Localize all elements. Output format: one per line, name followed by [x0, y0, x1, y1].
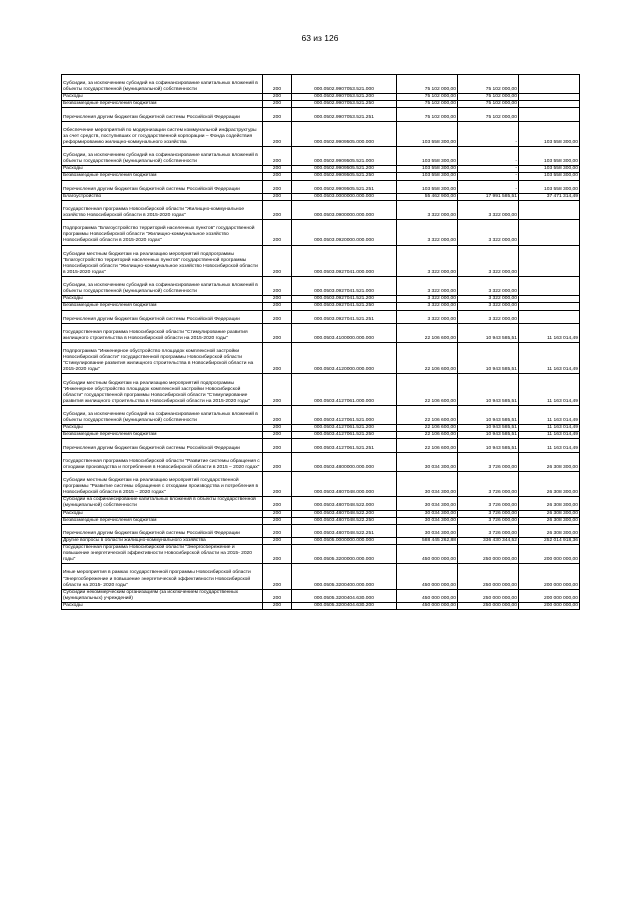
line-code-cell: 200	[263, 245, 292, 277]
unexecuted-amount-cell: 103 558 300,00	[519, 147, 580, 166]
budget-classification-code-cell: 000.0503.4127061.521.251	[292, 439, 397, 452]
approved-amount-cell: 22 106 600,00	[397, 432, 458, 439]
approved-amount-cell: 75 102 000,00	[397, 94, 458, 101]
budget-classification-code-cell: 000.0505.3200404.630.200	[292, 602, 397, 609]
unexecuted-amount-cell	[519, 108, 580, 121]
item-name-cell: Субсидии местным бюджетам на реализацию мероприятий подпрограммы "Благоустройство территорий населенных пунктов" государственной программы Новосибирской области "Жилищно-коммунальное хозяйство Новосибирской области в 2015-2020 годах"	[62, 245, 263, 277]
table-row	[62, 564, 580, 589]
item-name-cell: Субсидии на софинансирование капитальных вложений в объекты государственной (муниципальной) собственности	[62, 497, 263, 510]
budget-classification-code-cell: 000.0503.4100000.000.000	[292, 323, 397, 342]
approved-amount-cell: 450 000 000,00	[397, 545, 458, 564]
page-number: 63 из 126	[301, 33, 339, 43]
executed-amount-cell: 3 726 000,00	[458, 452, 519, 471]
executed-amount-cell: 75 102 000,00	[458, 108, 519, 121]
executed-amount-cell: 75 102 000,00	[458, 101, 519, 108]
unexecuted-amount-cell: 26 308 300,00	[519, 524, 580, 537]
budget-classification-code-cell: 000.0503.4807048.522.000	[292, 497, 397, 510]
approved-amount-cell: 3 322 000,00	[397, 220, 458, 245]
approved-amount-cell: 75 102 000,00	[397, 108, 458, 121]
unexecuted-amount-cell: 37 471 314,49	[519, 193, 580, 200]
table-row	[62, 310, 580, 323]
item-name-cell: Расходы	[62, 510, 263, 517]
item-name-cell: Безвозмездные перечисления бюджетам	[62, 432, 263, 439]
line-code-cell: 200	[263, 545, 292, 564]
line-code-cell: 200	[263, 497, 292, 510]
line-code-cell: 200	[263, 439, 292, 452]
approved-amount-cell: 3 322 000,00	[397, 303, 458, 310]
unexecuted-amount-cell	[519, 101, 580, 108]
approved-amount-cell: 450 000 000,00	[397, 564, 458, 589]
unexecuted-amount-cell: 200 000 000,00	[519, 545, 580, 564]
unexecuted-amount-cell	[519, 94, 580, 101]
table-row	[62, 166, 580, 173]
budget-classification-code-cell: 000.0502.9909505.521.000	[292, 147, 397, 166]
line-code-cell: 200	[263, 173, 292, 180]
approved-amount-cell: 30 034 300,00	[397, 497, 458, 510]
executed-amount-cell: 10 943 585,51	[458, 342, 519, 374]
budget-classification-code-cell: 000.0503.0927041.521.200	[292, 296, 397, 303]
item-name-cell: Обеспечение мероприятий по модернизации систем коммунальной инфраструктуры за счет средств, поступивших от государственной корпорации – Фонда содействия реформированию жилищно-коммунального хозяйства	[62, 121, 263, 146]
table-row	[62, 405, 580, 424]
unexecuted-amount-cell	[519, 296, 580, 303]
unexecuted-amount-cell: 11 163 014,49	[519, 405, 580, 424]
budget-classification-code-cell: 000.0503.0900000.000.000	[292, 200, 397, 219]
executed-amount-cell: -	[458, 173, 519, 180]
unexecuted-amount-cell	[519, 303, 580, 310]
line-code-cell: 200	[263, 277, 292, 296]
line-code-cell: 200	[263, 517, 292, 524]
line-code-cell: 200	[263, 405, 292, 424]
executed-amount-cell: -	[458, 147, 519, 166]
table-row	[62, 524, 580, 537]
line-code-cell: 200	[263, 200, 292, 219]
budget-classification-code-cell: 000.0502.9907053.521.000	[292, 75, 397, 94]
executed-amount-cell: 336 430 344,52	[458, 537, 519, 544]
executed-amount-cell: 3 322 000,00	[458, 310, 519, 323]
budget-classification-code-cell: 000.0503.4807048.522.200	[292, 510, 397, 517]
unexecuted-amount-cell: 11 163 014,49	[519, 425, 580, 432]
approved-amount-cell: 30 034 300,00	[397, 517, 458, 524]
table-row	[62, 589, 580, 602]
line-code-cell: 200	[263, 121, 292, 146]
budget-classification-code-cell: 000.0502.9909505.521.251	[292, 180, 397, 193]
unexecuted-amount-cell: 200 000 000,00	[519, 564, 580, 589]
table-row	[62, 121, 580, 146]
unexecuted-amount-cell: 252 014 918,36	[519, 537, 580, 544]
unexecuted-amount-cell: 103 558 300,00	[519, 166, 580, 173]
line-code-cell: 200	[263, 180, 292, 193]
unexecuted-amount-cell: 11 163 014,49	[519, 323, 580, 342]
unexecuted-amount-cell	[519, 220, 580, 245]
budget-classification-code-cell: 000.0502.9907053.521.250	[292, 101, 397, 108]
line-code-cell: 200	[263, 166, 292, 173]
executed-amount-cell: 250 000 000,00	[458, 564, 519, 589]
budget-classification-code-cell: 000.0503.0920000.000.000	[292, 220, 397, 245]
approved-amount-cell: 22 106 600,00	[397, 439, 458, 452]
item-name-cell: Субсидии, за исключением субсидий на софинансирование капитальных вложений в объекты государственной (муниципальной) собственности	[62, 147, 263, 166]
approved-amount-cell: 103 558 300,00	[397, 173, 458, 180]
unexecuted-amount-cell	[519, 310, 580, 323]
approved-amount-cell: 450 000 000,00	[397, 602, 458, 609]
budget-classification-code-cell: 000.0505.3200000.000.000	[292, 545, 397, 564]
budget-classification-code-cell: 000.0505.0000000.000.000	[292, 537, 397, 544]
executed-amount-cell: 250 000 000,00	[458, 589, 519, 602]
item-name-cell: Государственная программа Новосибирской области "Развитие системы обращения с отходами производства и потребления в Новосибирской области в 2015 – 2020 годах"	[62, 452, 263, 471]
budget-classification-code-cell: 000.0502.9909505.521.250	[292, 173, 397, 180]
executed-amount-cell: 3 322 000,00	[458, 220, 519, 245]
table-row	[62, 101, 580, 108]
executed-amount-cell: -	[458, 180, 519, 193]
executed-amount-cell: 3 322 000,00	[458, 245, 519, 277]
executed-amount-cell: 3 726 000,00	[458, 517, 519, 524]
budget-classification-code-cell: 000.0505.3200400.000.000	[292, 564, 397, 589]
line-code-cell: 200	[263, 108, 292, 121]
executed-amount-cell: 75 102 000,00	[458, 75, 519, 94]
executed-amount-cell: 3 322 000,00	[458, 303, 519, 310]
approved-amount-cell: 30 034 300,00	[397, 510, 458, 517]
executed-amount-cell: 250 000 000,00	[458, 602, 519, 609]
item-name-cell: Расходы	[62, 94, 263, 101]
line-code-cell: 200	[263, 537, 292, 544]
table-row	[62, 108, 580, 121]
approved-amount-cell: 22 106 600,00	[397, 342, 458, 374]
table-row	[62, 220, 580, 245]
approved-amount-cell: 3 322 000,00	[397, 296, 458, 303]
executed-amount-cell: 75 102 000,00	[458, 94, 519, 101]
approved-amount-cell: 30 034 300,00	[397, 471, 458, 496]
line-code-cell: 200	[263, 147, 292, 166]
table-row	[62, 94, 580, 101]
item-name-cell: Подпрограмма "Благоустройство территорий населенных пунктов" государственной программы Новосибирской области "Жилищно-коммунальное хозяйство Новосибирской области в 2015-2020 годах"	[62, 220, 263, 245]
item-name-cell: Безвозмездные перечисления бюджетам	[62, 303, 263, 310]
approved-amount-cell: 588 445 262,88	[397, 537, 458, 544]
table-row	[62, 173, 580, 180]
budget-classification-code-cell: 000.0503.4800000.000.000	[292, 452, 397, 471]
budget-classification-code-cell: 000.0503.0927041.521.251	[292, 310, 397, 323]
item-name-cell: Субсидии, за исключением субсидий на софинансирование капитальных вложений в объекты государственной (муниципальной) собственности	[62, 75, 263, 94]
budget-classification-code-cell: 000.0503.4127061.000.000	[292, 374, 397, 406]
line-code-cell: 200	[263, 220, 292, 245]
line-code-cell: 200	[263, 524, 292, 537]
item-name-cell: Подпрограмма "Инженерное обустройство площадок комплексной застройки Новосибирской области" государственной программы Новосибирской области "Стимулирование развития жилищного строительства в Новосибирской области на 2015-2020 годы"	[62, 342, 263, 374]
unexecuted-amount-cell	[519, 277, 580, 296]
table-row	[62, 180, 580, 193]
line-code-cell: 200	[263, 564, 292, 589]
item-name-cell: Субсидии, за исключением субсидий на софинансирование капитальных вложений в объекты государственной (муниципальной) собственности	[62, 277, 263, 296]
item-name-cell: Перечисления другим бюджетам бюджетной системы Российской Федерации	[62, 180, 263, 193]
line-code-cell: 200	[263, 94, 292, 101]
approved-amount-cell: 22 106 600,00	[397, 374, 458, 406]
table-row	[62, 471, 580, 496]
budget-classification-code-cell: 000.0503.4127061.521.000	[292, 405, 397, 424]
line-code-cell: 200	[263, 310, 292, 323]
unexecuted-amount-cell	[519, 245, 580, 277]
table-row	[62, 200, 580, 219]
table-row	[62, 545, 580, 564]
executed-amount-cell: 3 726 000,00	[458, 497, 519, 510]
line-code-cell: 200	[263, 602, 292, 609]
line-code-cell: 200	[263, 101, 292, 108]
unexecuted-amount-cell: 11 163 014,49	[519, 439, 580, 452]
unexecuted-amount-cell	[519, 75, 580, 94]
item-name-cell: Государственная программа Новосибирской области "Стимулирование развития жилищного строительства в Новосибирской области на 2015-2020 годы"	[62, 323, 263, 342]
unexecuted-amount-cell: 11 163 014,49	[519, 342, 580, 374]
executed-amount-cell: 10 943 585,51	[458, 432, 519, 439]
unexecuted-amount-cell: 26 308 300,00	[519, 452, 580, 471]
approved-amount-cell: 75 102 000,00	[397, 75, 458, 94]
unexecuted-amount-cell: 103 558 300,00	[519, 173, 580, 180]
item-name-cell: Субсидии, за исключением субсидий на софинансирование капитальных вложений в объекты государственной (муниципальной) собственности	[62, 405, 263, 424]
approved-amount-cell: 103 558 300,00	[397, 121, 458, 146]
table-row	[62, 147, 580, 166]
item-name-cell: Иные мероприятия в рамках государственной программы Новосибирской области "Энергосбережение и повышение энергетической эффективности Новосибирской области на 2015- 2020 годы"	[62, 564, 263, 589]
executed-amount-cell: -	[458, 121, 519, 146]
item-name-cell: Благоустройство	[62, 193, 263, 200]
budget-classification-code-cell: 000.0502.9909505.000.000	[292, 121, 397, 146]
item-name-cell: Перечисления другим бюджетам бюджетной системы Российской Федерации	[62, 310, 263, 323]
approved-amount-cell: 30 034 300,00	[397, 524, 458, 537]
unexecuted-amount-cell: 11 163 014,49	[519, 374, 580, 406]
approved-amount-cell: 3 322 000,00	[397, 277, 458, 296]
table-row	[62, 342, 580, 374]
approved-amount-cell: 55 462 900,00	[397, 193, 458, 200]
unexecuted-amount-cell: 103 558 300,00	[519, 121, 580, 146]
approved-amount-cell: 103 558 300,00	[397, 166, 458, 173]
approved-amount-cell: 3 322 000,00	[397, 310, 458, 323]
budget-classification-code-cell: 000.0502.9907053.521.251	[292, 108, 397, 121]
budget-classification-code-cell: 000.0503.4127061.521.200	[292, 425, 397, 432]
table-row	[62, 323, 580, 342]
line-code-cell: 200	[263, 510, 292, 517]
table-row	[62, 296, 580, 303]
executed-amount-cell: 3 726 000,00	[458, 510, 519, 517]
budget-classification-code-cell: 000.0503.4807048.522.251	[292, 524, 397, 537]
unexecuted-amount-cell: 26 308 300,00	[519, 471, 580, 496]
approved-amount-cell: 450 000 000,00	[397, 589, 458, 602]
line-code-cell: 200	[263, 452, 292, 471]
item-name-cell: Перечисления другим бюджетам бюджетной системы Российской Федерации	[62, 524, 263, 537]
item-name-cell: Другие вопросы в области жилищно-коммунального хозяйства	[62, 537, 263, 544]
unexecuted-amount-cell: 11 163 014,49	[519, 432, 580, 439]
approved-amount-cell: 3 322 000,00	[397, 245, 458, 277]
table-row	[62, 497, 580, 510]
line-code-cell: 200	[263, 374, 292, 406]
approved-amount-cell: 103 558 300,00	[397, 147, 458, 166]
unexecuted-amount-cell: 26 308 300,00	[519, 510, 580, 517]
executed-amount-cell: 10 943 585,51	[458, 425, 519, 432]
line-code-cell: 200	[263, 342, 292, 374]
unexecuted-amount-cell	[519, 200, 580, 219]
item-name-cell: Государственная программа Новосибирской области "Жилищно-коммунальное хозяйство Новосибирской области в 2015-2020 годах"	[62, 200, 263, 219]
item-name-cell: Расходы	[62, 296, 263, 303]
item-name-cell: Государственная программа Новосибирской области "Энергосбережение и повышение энергетической эффективности Новосибирской области на 2015- 2020 годы"	[62, 545, 263, 564]
line-code-cell: 200	[263, 425, 292, 432]
executed-amount-cell: 3 726 000,00	[458, 471, 519, 496]
item-name-cell: Безвозмездные перечисления бюджетам	[62, 101, 263, 108]
budget-classification-code-cell: 000.0503.4120000.000.000	[292, 342, 397, 374]
line-code-cell: 200	[263, 323, 292, 342]
line-code-cell: 200	[263, 75, 292, 94]
table-row	[62, 432, 580, 439]
unexecuted-amount-cell: 26 308 300,00	[519, 497, 580, 510]
executed-amount-cell: 3 322 000,00	[458, 200, 519, 219]
item-name-cell: Безвозмездные перечисления бюджетам	[62, 517, 263, 524]
line-code-cell: 200	[263, 193, 292, 200]
approved-amount-cell: 22 106 600,00	[397, 405, 458, 424]
table-row	[62, 75, 580, 94]
executed-amount-cell: 10 943 585,51	[458, 323, 519, 342]
table-row	[62, 193, 580, 200]
unexecuted-amount-cell: 200 000 000,00	[519, 602, 580, 609]
approved-amount-cell: 75 102 000,00	[397, 101, 458, 108]
table-row	[62, 425, 580, 432]
budget-classification-code-cell: 000.0503.0927041.000.000	[292, 245, 397, 277]
table-row	[62, 374, 580, 406]
line-code-cell: 200	[263, 589, 292, 602]
budget-classification-code-cell: 000.0502.9907053.521.200	[292, 94, 397, 101]
budget-classification-code-cell: 000.0505.3200404.630.000	[292, 589, 397, 602]
table-row	[62, 517, 580, 524]
item-name-cell: Расходы	[62, 602, 263, 609]
executed-amount-cell: 10 943 585,51	[458, 405, 519, 424]
budget-classification-code-cell: 000.0503.0000000.000.000	[292, 193, 397, 200]
budget-classification-code-cell: 000.0503.4807048.000.000	[292, 471, 397, 496]
item-name-cell: Субсидии местным бюджетам на реализацию мероприятий подпрограммы "Инженерное обустройство площадок комплексной застройки Новосибирской области" государственной программы Новосибирской области "Стимулирование развития жилищного строительства в Новосибирской области на 2015-2020 годы"	[62, 374, 263, 406]
budget-execution-table	[61, 74, 580, 610]
item-name-cell: Перечисления другим бюджетам бюджетной системы Российской Федерации	[62, 108, 263, 121]
approved-amount-cell: 30 034 300,00	[397, 452, 458, 471]
item-name-cell: Безвозмездные перечисления бюджетам	[62, 173, 263, 180]
item-name-cell: Расходы	[62, 425, 263, 432]
executed-amount-cell: 250 000 000,00	[458, 545, 519, 564]
table-row	[62, 439, 580, 452]
executed-amount-cell: 3 322 000,00	[458, 296, 519, 303]
item-name-cell: Субсидии некоммерческим организациям (за исключением государственных (муниципальных) учреждений)	[62, 589, 263, 602]
unexecuted-amount-cell: 103 558 300,00	[519, 180, 580, 193]
budget-classification-code-cell: 000.0503.0927041.521.250	[292, 303, 397, 310]
line-code-cell: 200	[263, 303, 292, 310]
budget-classification-code-cell: 000.0502.9909505.521.200	[292, 166, 397, 173]
executed-amount-cell: 3 726 000,00	[458, 524, 519, 537]
table-row	[62, 303, 580, 310]
table-row	[62, 602, 580, 609]
item-name-cell: Субсидии местным бюджетам на реализацию мероприятий государственной программы "Развитие системы обращения с отходами производства и потребления в Новосибирской области в 2015 – 2020 годах"	[62, 471, 263, 496]
approved-amount-cell: 22 106 600,00	[397, 425, 458, 432]
table-row	[62, 245, 580, 277]
unexecuted-amount-cell: 200 000 000,00	[519, 589, 580, 602]
executed-amount-cell: 17 991 585,51	[458, 193, 519, 200]
budget-classification-code-cell: 000.0503.0927041.521.000	[292, 277, 397, 296]
executed-amount-cell: 3 322 000,00	[458, 277, 519, 296]
approved-amount-cell: 103 558 300,00	[397, 180, 458, 193]
executed-amount-cell: -	[458, 166, 519, 173]
item-name-cell: Расходы	[62, 166, 263, 173]
line-code-cell: 200	[263, 296, 292, 303]
unexecuted-amount-cell: 26 308 300,00	[519, 517, 580, 524]
executed-amount-cell: 10 943 585,51	[458, 374, 519, 406]
table-row	[62, 537, 580, 544]
table-row	[62, 510, 580, 517]
approved-amount-cell: 22 106 600,00	[397, 323, 458, 342]
item-name-cell: Перечисления другим бюджетам бюджетной системы Российской Федерации	[62, 439, 263, 452]
line-code-cell: 200	[263, 432, 292, 439]
budget-classification-code-cell: 000.0503.4127061.521.250	[292, 432, 397, 439]
executed-amount-cell: 10 943 585,51	[458, 439, 519, 452]
line-code-cell: 200	[263, 471, 292, 496]
budget-classification-code-cell: 000.0503.4807048.522.250	[292, 517, 397, 524]
table-row	[62, 452, 580, 471]
table-row	[62, 277, 580, 296]
approved-amount-cell: 3 322 000,00	[397, 200, 458, 219]
